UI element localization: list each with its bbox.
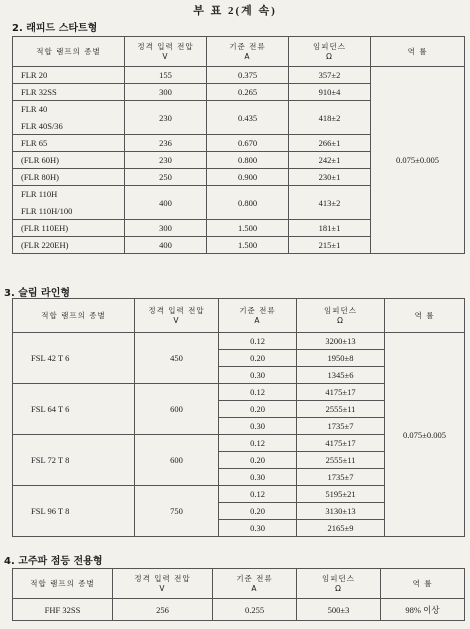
impedance-cell: 910±4 [289, 84, 371, 101]
col-header-power-factor: 역 률 [371, 37, 465, 67]
lamp-type: (FLR 110EH) [13, 220, 125, 237]
lamp-type: FSL 42 T 6 [13, 333, 135, 384]
current-cell: 0.265 [207, 84, 289, 101]
impedance-cell: 230±1 [289, 169, 371, 186]
impedance-cell: 3130±13 [297, 503, 385, 520]
col-header-power-factor: 역 률 [381, 569, 465, 599]
col-header-type: 적합 램프의 종별 [13, 569, 113, 599]
current-cell: 1.500 [207, 237, 289, 254]
lamp-type: (FLR 60H) [13, 152, 125, 169]
lamp-type: FLR 40 [13, 101, 125, 118]
voltage-cell: 750 [135, 486, 219, 537]
col-header-impedance: 임피던스 Ω [289, 37, 371, 67]
current-cell: 0.30 [219, 367, 297, 384]
impedance-cell: 4175±17 [297, 435, 385, 452]
table-header-row [13, 37, 465, 67]
impedance-cell: 413±2 [289, 186, 371, 220]
current-cell: 1.500 [207, 220, 289, 237]
lamp-type: FLR 110H [13, 186, 125, 203]
voltage-cell: 400 [125, 237, 207, 254]
voltage-cell: 230 [125, 152, 207, 169]
current-cell: 0.800 [207, 152, 289, 169]
impedance-cell: 2555±11 [297, 452, 385, 469]
voltage-cell: 600 [135, 384, 219, 435]
current-cell: 0.12 [219, 333, 297, 350]
current-cell: 0.20 [219, 452, 297, 469]
section-2-heading: 2. 래피드 스타트형 [12, 23, 98, 34]
col-header-voltage: 정격 입력 전압 V [125, 37, 207, 67]
slim-line-table [12, 298, 465, 537]
current-cell: 0.30 [219, 520, 297, 537]
current-cell: 0.375 [207, 67, 289, 84]
voltage-cell: 400 [125, 186, 207, 220]
voltage-cell: 236 [125, 135, 207, 152]
col-header-power-factor: 역 률 [385, 299, 465, 333]
lamp-type: FSL 72 T 8 [13, 435, 135, 486]
voltage-cell: 600 [135, 435, 219, 486]
col-header-voltage: 정격 입력 전압 V [113, 569, 213, 599]
voltage-cell: 300 [125, 220, 207, 237]
current-cell: 0.800 [207, 186, 289, 220]
voltage-cell: 256 [113, 599, 213, 621]
current-cell: 0.670 [207, 135, 289, 152]
lamp-type: FHF 32SS [13, 599, 113, 621]
voltage-cell: 230 [125, 101, 207, 135]
section-4-heading: 4. 고주파 점등 전용형 [4, 556, 103, 567]
table-header-row [13, 569, 465, 599]
table-header-row [13, 299, 465, 333]
current-cell: 0.12 [219, 435, 297, 452]
col-header-current: 기준 전류 A [207, 37, 289, 67]
impedance-cell: 181±1 [289, 220, 371, 237]
current-cell: 0.12 [219, 384, 297, 401]
current-cell: 0.435 [207, 101, 289, 135]
impedance-cell: 266±1 [289, 135, 371, 152]
impedance-cell: 242±1 [289, 152, 371, 169]
voltage-cell: 250 [125, 169, 207, 186]
lamp-type: FLR 32SS [13, 84, 125, 101]
lamp-type: FLR 40S/36 [13, 118, 125, 135]
voltage-cell: 155 [125, 67, 207, 84]
rapid-start-table [12, 36, 465, 254]
high-frequency-table [12, 568, 465, 621]
lamp-type: (FLR 80H) [13, 169, 125, 186]
power-factor-cell: 98% 이상 [381, 599, 465, 621]
lamp-type: FLR 110H/100 [13, 203, 125, 220]
current-cell: 0.20 [219, 503, 297, 520]
col-header-voltage: 정격 입력 전압 V [135, 299, 219, 333]
table-row [13, 333, 465, 350]
col-header-impedance: 임피던스 Ω [297, 569, 381, 599]
lamp-type: FLR 65 [13, 135, 125, 152]
impedance-cell: 3200±13 [297, 333, 385, 350]
page-title: 부 표 2(계 속) [193, 5, 277, 17]
impedance-cell: 2555±11 [297, 401, 385, 418]
col-header-type: 적합 램프의 종별 [13, 37, 125, 67]
current-cell: 0.30 [219, 469, 297, 486]
lamp-type: (FLR 220EH) [13, 237, 125, 254]
voltage-cell: 450 [135, 333, 219, 384]
impedance-cell: 1735±7 [297, 418, 385, 435]
table-row [13, 599, 465, 621]
current-cell: 0.12 [219, 486, 297, 503]
current-cell: 0.255 [213, 599, 297, 621]
lamp-type: FSL 64 T 6 [13, 384, 135, 435]
impedance-cell: 1345±6 [297, 367, 385, 384]
col-header-current: 기준 전류 A [219, 299, 297, 333]
voltage-cell: 300 [125, 84, 207, 101]
col-header-impedance: 임피던스 Ω [297, 299, 385, 333]
current-cell: 0.30 [219, 418, 297, 435]
lamp-type: FSL 96 T 8 [13, 486, 135, 537]
col-header-current: 기준 전류 A [213, 569, 297, 599]
current-cell: 0.20 [219, 350, 297, 367]
impedance-cell: 4175±17 [297, 384, 385, 401]
col-header-type: 적합 램프의 종별 [13, 299, 135, 333]
impedance-cell: 2165±9 [297, 520, 385, 537]
current-cell: 0.900 [207, 169, 289, 186]
power-factor-cell: 0.075±0.005 [385, 333, 465, 537]
impedance-cell: 5195±21 [297, 486, 385, 503]
impedance-cell: 357±2 [289, 67, 371, 84]
impedance-cell: 1735±7 [297, 469, 385, 486]
lamp-type: FLR 20 [13, 67, 125, 84]
impedance-cell: 1950±8 [297, 350, 385, 367]
section-3-heading: 3. 슬림 라인형 [4, 288, 71, 299]
power-factor-cell: 0.075±0.005 [371, 67, 465, 254]
impedance-cell: 215±1 [289, 237, 371, 254]
impedance-cell: 500±3 [297, 599, 381, 621]
current-cell: 0.20 [219, 401, 297, 418]
table-row [13, 67, 465, 84]
impedance-cell: 418±2 [289, 101, 371, 135]
